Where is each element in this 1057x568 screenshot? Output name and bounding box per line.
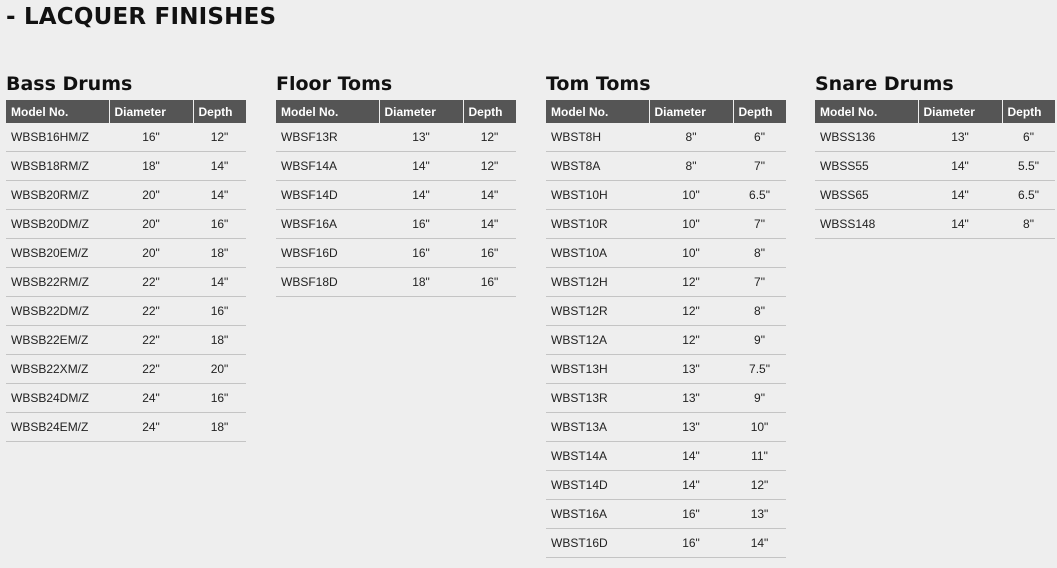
cell-model-number: WBSB24EM/Z — [6, 413, 109, 442]
cell-model-number: WBSS148 — [815, 210, 918, 239]
table-header-row — [6, 100, 246, 123]
table-row — [6, 210, 246, 239]
page-title: - LACQUER FINISHES — [6, 4, 277, 30]
table-row — [546, 355, 786, 384]
cell-model-number: WBSB16HM/Z — [6, 123, 109, 152]
column-header-model: Model No. — [815, 100, 918, 123]
column-header-depth: Depth — [193, 100, 246, 123]
table-row — [546, 384, 786, 413]
table-row — [546, 268, 786, 297]
cell-diameter: 13" — [649, 413, 733, 442]
cell-depth: 12" — [193, 123, 246, 152]
cell-diameter: 16" — [649, 500, 733, 529]
spec-table — [546, 100, 786, 558]
cell-diameter: 22" — [109, 297, 193, 326]
cell-model-number: WBSB20RM/Z — [6, 181, 109, 210]
column-header-depth: Depth — [733, 100, 786, 123]
cell-depth: 12" — [463, 152, 516, 181]
cell-depth: 6.5" — [733, 181, 786, 210]
table-row — [276, 210, 516, 239]
cell-depth: 14" — [193, 181, 246, 210]
cell-model-number: WBSB22XM/Z — [6, 355, 109, 384]
cell-depth: 8" — [1002, 210, 1055, 239]
cell-depth: 20" — [193, 355, 246, 384]
cell-diameter: 18" — [379, 268, 463, 297]
cell-diameter: 22" — [109, 326, 193, 355]
cell-model-number: WBSB22DM/Z — [6, 297, 109, 326]
cell-diameter: 10" — [649, 210, 733, 239]
cell-model-number: WBST16A — [546, 500, 649, 529]
column-header-model: Model No. — [276, 100, 379, 123]
cell-model-number: WBST8A — [546, 152, 649, 181]
cell-model-number: WBSF16D — [276, 239, 379, 268]
table-row — [815, 210, 1055, 239]
column-header-depth: Depth — [463, 100, 516, 123]
cell-diameter: 24" — [109, 413, 193, 442]
cell-model-number: WBSB18RM/Z — [6, 152, 109, 181]
cell-depth: 14" — [463, 210, 516, 239]
column-header-diameter: Diameter — [109, 100, 193, 123]
cell-diameter: 22" — [109, 268, 193, 297]
cell-model-number: WBSS136 — [815, 123, 918, 152]
cell-diameter: 14" — [918, 152, 1002, 181]
group-title: Floor Toms — [276, 73, 393, 95]
table-row — [276, 123, 516, 152]
cell-model-number: WBST13H — [546, 355, 649, 384]
cell-model-number: WBST12H — [546, 268, 649, 297]
cell-model-number: WBST14D — [546, 471, 649, 500]
cell-model-number: WBST12A — [546, 326, 649, 355]
table-row — [276, 152, 516, 181]
cell-model-number: WBSS55 — [815, 152, 918, 181]
cell-model-number: WBSF16A — [276, 210, 379, 239]
cell-diameter: 16" — [109, 123, 193, 152]
cell-depth: 7" — [733, 152, 786, 181]
table-row — [546, 442, 786, 471]
table-row — [815, 152, 1055, 181]
table-row — [815, 123, 1055, 152]
cell-depth: 6" — [1002, 123, 1055, 152]
cell-model-number: WBSB24DM/Z — [6, 384, 109, 413]
cell-diameter: 8" — [649, 123, 733, 152]
cell-depth: 8" — [733, 239, 786, 268]
table-header-row — [276, 100, 516, 123]
table-row — [546, 123, 786, 152]
table-row — [546, 500, 786, 529]
table-row — [546, 529, 786, 558]
column-header-diameter: Diameter — [918, 100, 1002, 123]
cell-diameter: 13" — [918, 123, 1002, 152]
cell-depth: 16" — [193, 384, 246, 413]
cell-diameter: 14" — [379, 181, 463, 210]
cell-diameter: 13" — [649, 355, 733, 384]
table-header-row — [815, 100, 1055, 123]
cell-diameter: 14" — [918, 210, 1002, 239]
cell-depth: 16" — [463, 268, 516, 297]
cell-depth: 5.5" — [1002, 152, 1055, 181]
column-header-model: Model No. — [546, 100, 649, 123]
group-bass-drums — [6, 73, 246, 442]
cell-diameter: 14" — [918, 181, 1002, 210]
cell-depth: 11" — [733, 442, 786, 471]
cell-diameter: 14" — [649, 442, 733, 471]
column-header-diameter: Diameter — [379, 100, 463, 123]
cell-diameter: 14" — [649, 471, 733, 500]
cell-diameter: 14" — [379, 152, 463, 181]
cell-diameter: 13" — [379, 123, 463, 152]
cell-diameter: 16" — [649, 529, 733, 558]
cell-diameter: 8" — [649, 152, 733, 181]
table-row — [276, 268, 516, 297]
cell-diameter: 10" — [649, 239, 733, 268]
table-row — [6, 239, 246, 268]
cell-depth: 7.5" — [733, 355, 786, 384]
cell-depth: 12" — [733, 471, 786, 500]
cell-model-number: WBST10H — [546, 181, 649, 210]
table-row — [6, 355, 246, 384]
cell-depth: 14" — [193, 268, 246, 297]
cell-model-number: WBSF13R — [276, 123, 379, 152]
cell-model-number: WBST10R — [546, 210, 649, 239]
table-row — [6, 413, 246, 442]
group-title: Snare Drums — [815, 73, 954, 95]
cell-model-number: WBSF18D — [276, 268, 379, 297]
group-tom-toms — [546, 73, 786, 558]
cell-diameter: 20" — [109, 181, 193, 210]
cell-model-number: WBSB22RM/Z — [6, 268, 109, 297]
cell-diameter: 18" — [109, 152, 193, 181]
cell-model-number: WBSF14D — [276, 181, 379, 210]
table-row — [6, 152, 246, 181]
cell-depth: 18" — [193, 239, 246, 268]
cell-model-number: WBST12R — [546, 297, 649, 326]
cell-model-number: WBST16D — [546, 529, 649, 558]
table-row — [6, 181, 246, 210]
cell-depth: 14" — [193, 152, 246, 181]
cell-diameter: 24" — [109, 384, 193, 413]
table-row — [6, 326, 246, 355]
spec-table — [276, 100, 516, 297]
table-row — [6, 268, 246, 297]
cell-model-number: WBST14A — [546, 442, 649, 471]
cell-depth: 18" — [193, 326, 246, 355]
cell-diameter: 20" — [109, 210, 193, 239]
cell-depth: 16" — [193, 210, 246, 239]
table-row — [6, 123, 246, 152]
cell-diameter: 20" — [109, 239, 193, 268]
cell-diameter: 13" — [649, 384, 733, 413]
table-row — [6, 297, 246, 326]
table-row — [546, 152, 786, 181]
cell-model-number: WBSS65 — [815, 181, 918, 210]
group-title: Bass Drums — [6, 73, 133, 95]
table-row — [546, 413, 786, 442]
table-row — [546, 210, 786, 239]
cell-diameter: 10" — [649, 181, 733, 210]
cell-model-number: WBSF14A — [276, 152, 379, 181]
group-snare-drums — [815, 73, 1055, 239]
cell-depth: 12" — [463, 123, 516, 152]
group-floor-toms — [276, 73, 516, 297]
cell-depth: 10" — [733, 413, 786, 442]
table-row — [276, 181, 516, 210]
cell-diameter: 12" — [649, 326, 733, 355]
cell-diameter: 12" — [649, 297, 733, 326]
table-row — [815, 181, 1055, 210]
table-row — [276, 239, 516, 268]
cell-depth: 16" — [193, 297, 246, 326]
group-title: Tom Toms — [546, 73, 651, 95]
table-row — [6, 384, 246, 413]
cell-model-number: WBST8H — [546, 123, 649, 152]
cell-diameter: 16" — [379, 239, 463, 268]
table-row — [546, 297, 786, 326]
cell-depth: 9" — [733, 326, 786, 355]
cell-depth: 6.5" — [1002, 181, 1055, 210]
cell-depth: 6" — [733, 123, 786, 152]
cell-depth: 14" — [733, 529, 786, 558]
table-row — [546, 239, 786, 268]
column-header-diameter: Diameter — [649, 100, 733, 123]
table-row — [546, 471, 786, 500]
cell-model-number: WBST13A — [546, 413, 649, 442]
cell-diameter: 22" — [109, 355, 193, 384]
spec-table — [815, 100, 1055, 239]
cell-model-number: WBSB20EM/Z — [6, 239, 109, 268]
cell-model-number: WBSB20DM/Z — [6, 210, 109, 239]
cell-depth: 8" — [733, 297, 786, 326]
spec-table — [6, 100, 246, 442]
cell-depth: 13" — [733, 500, 786, 529]
cell-depth: 7" — [733, 210, 786, 239]
cell-model-number: WBST13R — [546, 384, 649, 413]
cell-diameter: 16" — [379, 210, 463, 239]
table-header-row — [546, 100, 786, 123]
cell-depth: 14" — [463, 181, 516, 210]
cell-depth: 9" — [733, 384, 786, 413]
column-header-depth: Depth — [1002, 100, 1055, 123]
table-row — [546, 326, 786, 355]
cell-depth: 16" — [463, 239, 516, 268]
cell-model-number: WBST10A — [546, 239, 649, 268]
cell-model-number: WBSB22EM/Z — [6, 326, 109, 355]
column-header-model: Model No. — [6, 100, 109, 123]
cell-depth: 7" — [733, 268, 786, 297]
table-row — [546, 181, 786, 210]
cell-diameter: 12" — [649, 268, 733, 297]
cell-depth: 18" — [193, 413, 246, 442]
